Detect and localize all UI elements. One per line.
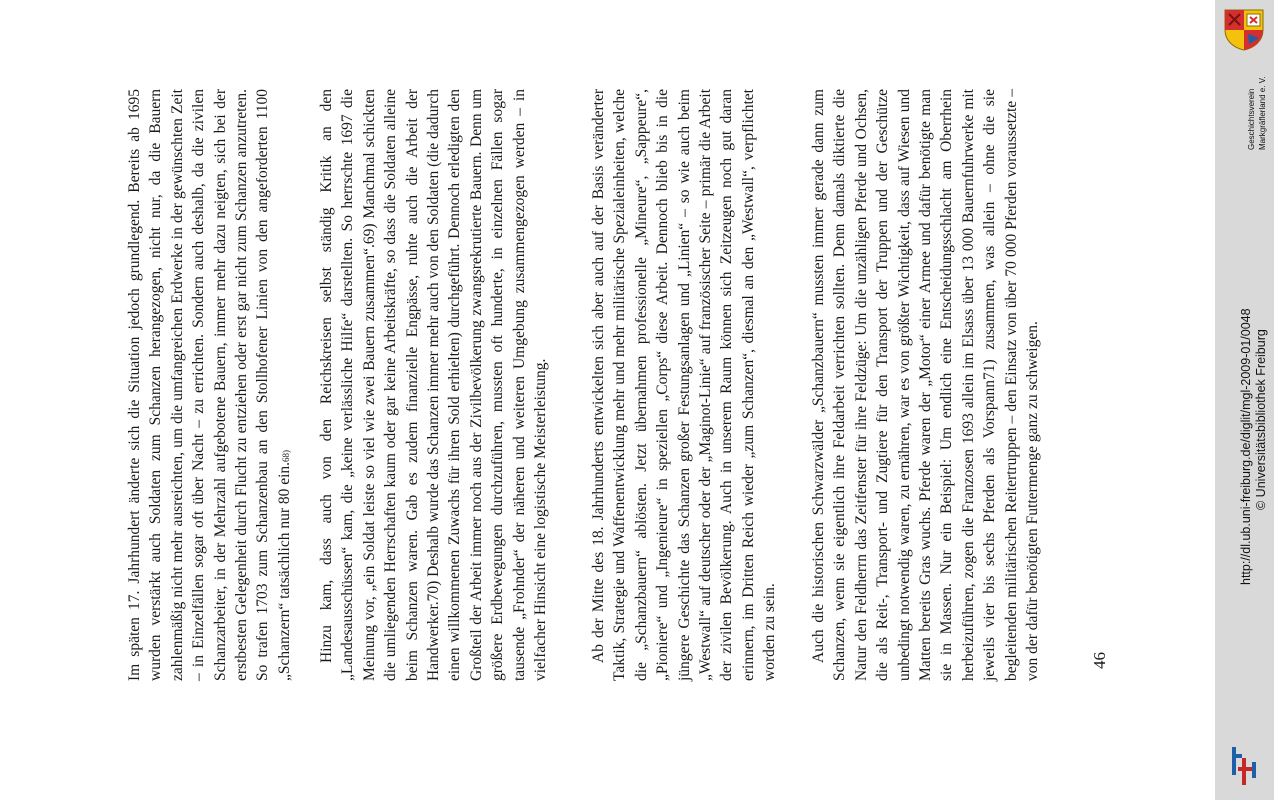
page-number: 46 <box>1090 652 1109 669</box>
paragraph-4: Auch die historischen Schwarzwälder „Schanzbauern“ mussten immer gerade dann zum Schanzen, wenn sie eigentlich ihre Feldarbeit verrichten sollten. Denn damals diktierte die Natur den Feldherrn das Zeitfenster für ihre Feldzüge: Um die unzähligen Pferde und Ochsen, die als Reit-, Transport- und Zugtiere für den Transport der Truppen und der Geschütze unbedingt notwendig waren, zu ernähren, war es von größter Wichtigkeit, dass auf Wiesen und Matten bereits Gras wuchs. Pferde waren der „Motor“ einer Armee und dafür benötigte man sie in Massen. Nur ein Beispiel: Um endlich eine Entscheidungsschlacht am Oberrhein herbeizuführen, zogen die Franzosen 1693 allein im Elsass über 13 000 Bauernfuhrwerke mit jeweils vier bis sechs Pferden als Vorspann71) zusammen, was allein – ohne die sie begleitenden militärischen Reitertruppen – den Einsatz von über 70 000 Pferden voraussetzte – von der dafür benötigten Futtermenge ganz zu schweigen. <box>810 89 1042 681</box>
rotated-sidebar-content <box>1215 0 1274 800</box>
coat-of-arms-icon <box>1221 8 1267 52</box>
university-library-logo-icon <box>1226 745 1262 787</box>
paragraph-2: Hinzu kam, dass auch von den Reichskreisen selbst ständig Kritik an den „Landesausschüssen“ kam, die „keine verlässliche Hilfe“ darstellten. So herrschte 1697 die Meinung vor, „ein Soldat leiste so viel wie zwei Bauern zusammen“.69) Manchmal schickten die umliegenden Herrschaften kaum oder gar keine Arbeitskräfte, so dass die Soldaten alleine beim Schanzen waren. Gab es zudem finanzielle Engpässe, ruhte auch die Arbeit der Handwerker.70) Deshalb wurde das Schanzen immer mehr auch von den Soldaten (die dadurch einen willkommenen Zuwachs für ihren Sold erhielten) durchgeführt. Dennoch erledigten den Großteil der Arbeit immer noch aus der Zivilbevölkerung zwangsrekrutierte Bauern. Denn um größere Erdbewegungen durchzuführen, mussten oft hunderte, in einzelnen Fällen sogar tausende „Frohnder“ der näheren und weiteren Umgebung zusammengezogen werden – in vielfacher Hinsicht eine logistische Meisterleistung. <box>318 89 550 681</box>
document-url-link[interactable]: http://dl.ub.uni-freiburg.de/diglit/mgl-2009-01/0048 <box>1239 308 1253 585</box>
society-name-line2: Markgräflerland e. V. <box>1258 76 1267 150</box>
society-name-line1: Geschichtsverein <box>1247 88 1256 150</box>
paragraph-3: Ab der Mitte des 18. Jahrhunderts entwickelten sich aber auch auf der Basis veränderter Taktik, Strategie und Waffenentwicklung mehr und mehr militärische Spezialeinheiten, welche die „Schanzbauern“ ablösten. Jetzt übernahmen professionelle „Mineure“, „Sappeure“, „Pioniere“ und „Ingenieure“ in speziellen „Corps“ diese Arbeit. Dennoch blieb bis in die jüngere Geschichte das Schanzen großer Festungsanlagen und „Linien“ – so wie auch beim „Westwall“ auf deutscher oder der „Maginot-Linie“ auf französischer Seite – primär die Arbeit der zivilen Bevölkerung. Auch in unserem Raum können sich Zeitzeugen noch gut daran erinnern, im Dritten Reich wieder „zum Schanzen“, diesmal an den „Westwall“, verpflichtet worden zu sein. <box>590 89 779 681</box>
paragraph-1: Im späten 17. Jahrhundert änderte sich die Situation jedoch grundlegend. Bereits ab 1695 wurden verstärkt auch Soldaten zum Schanzen herangezogen, nicht nur, da die Bauern zahlenmäßig nicht mehr ausreichten, um die umfangreichen Erdwerke in der gewünschten Zeit – in Einzelfällen sogar oft über Nacht – zu errichten. Sondern auch deshalb, da die zivilen Schanzarbeiter, in der Mehrzahl aufgebotene Bauern, immer mehr dazu neigten, sich bei der erstbesten Gelegenheit durch Flucht zu entziehen oder erst gar nicht zum Schanzen anzutreten. So trafen 1703 zum Schanzenbau an den Stollhofener Linien von den angeforderten 1100 „Schanzern“ tatsächlich nur 80 ein.68) <box>126 89 293 681</box>
copyright-line: © Universitätsbibliothek Freiburg <box>1254 329 1268 510</box>
footnote-ref-68: 68) <box>280 449 291 462</box>
library-sidebar <box>1215 0 1274 800</box>
